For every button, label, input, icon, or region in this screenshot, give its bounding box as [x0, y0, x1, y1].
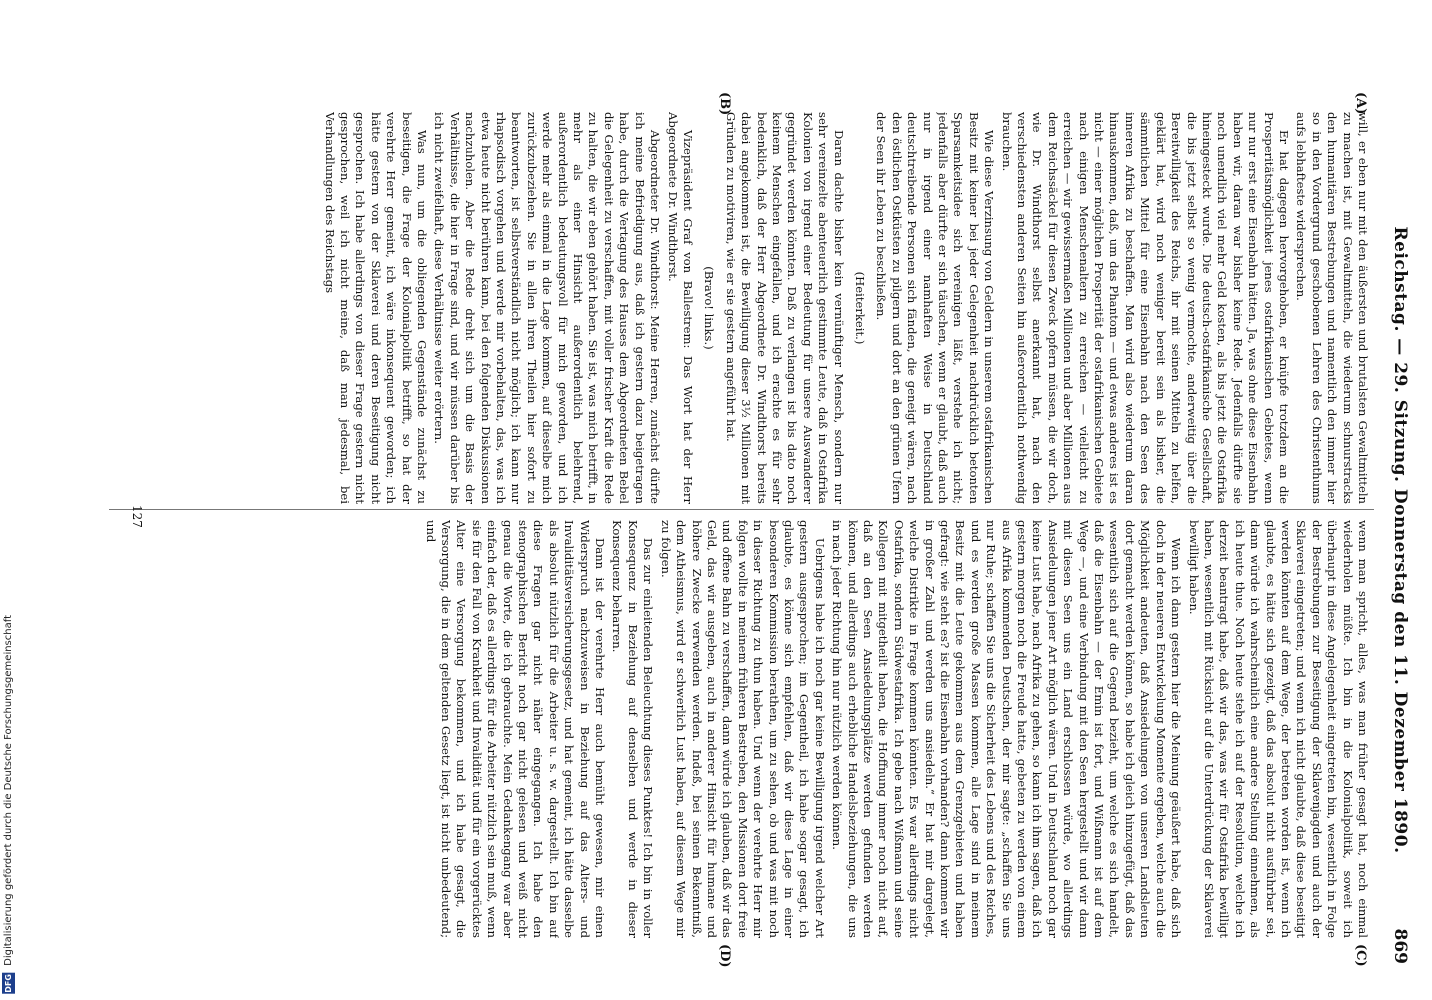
margin-marker-c: (C): [1353, 944, 1368, 967]
paragraph: Das zur einleitenden Beleuchtung dieses Punktes! Ich bin in voller Konsequenz in Beziehung auf denselben und werde in dieser Konsequenz beharren.: [610, 520, 656, 938]
right-column: [110, 520, 1370, 938]
paragraph: Wenn ich dann gestern hier die Meinung geäußert habe, daß sich doch in der neueren Entwickelung Momente ergeben, welche auch die Möglichkeit andeuten, daß Ansiedelungen von unseren Landsleuten dort gemacht werden können, so habe ich gleich hinzugefügt, daß das wesentlich sich auf die Gegend bezieht, um welche es sich handelt, daß die Eisenbahn — der Emin ist fort, und Wißmann ist auf dem Wege —, und eine Verbindung mit den Seen hergestellt und wir dann mit diesen Seen uns ein Land erschlossen würde, wo allerdings Ansiedelungen jener Art möglich wären. Und in Deutschland noch gar keine Lust habe, nach Afrika zu gehen, so kann ich ihm sagen, daß ich gestern morgen noch die Freude hatte, gebeten zu werden von einem aus Afrika kommenden Deutschen, der mir sagte: „schaffen Sie uns nur Ruhe; schaffen Sie uns die Sicherheit des Lebens und des Reiches, und es werden große Massen kommen, alle Lage sind in meinem Besitz mit die Leute gekommen aus dem Grenzgebieten und haben gefragt: wie steht es? ist die Eisenbahn vorhanden? dann kommen wir in großer Zahl und werden uns ansiedeln.“ Er hat mir dargelegt, welche Distrikte in Frage kommen könnten. Es war allerdings nicht Ostafrika, sondern Südwestafrika. Ich gebe nach Wißmann und seine Kollegen mit mitgetheilt haben, die Hoffnung immer noch nicht auf, daß an den Seen Ansiedelungsplätze werden gefunden werden können, und allerdings auch erhebliche Handelsbeziehungen, die uns in nach jeder Richtung hin nur nützlich werden können.: [830, 520, 1184, 938]
paragraph: wenn man spricht, alles, was man früher gesagt hat, noch einmal wiederholen müßte. Ich bin in die Kolonialpolitik, soweit ich überhaupt in diese Angelegenheit eingetreten bin, wesentlich in Folge der Bestrebungen zur Beseitigung der Sklavenjagden und auch der Sklaverei eingetreten; und wenn ich nicht glaubte, daß diese beseitigt werden könnten auf dem Wege, der betreten worden ist, wenn ich glaubte, es hätte sich gezeigt, daß das absolut nicht ausführbar sei, dann würde ich wahrscheinlich eine andere Stellung einnehmen, als ich heute thue. Noch heute stehe ich auf der Resolution, welche ich derzeit beantragt habe, daß wir das, was wir für Ostafrika bewilligt haben, wesentlich mit Rücksicht auf die Unterdrückung der Sklaverei bewilligt haben.: [1186, 520, 1370, 938]
footer-credit: [2, 615, 15, 994]
column-divider: [109, 509, 1374, 510]
footer-credit-text: Digitalisierung gefördert durch die Deutsche Forschungsgemeinschaft: [3, 615, 14, 967]
margin-marker-a: (A): [1353, 92, 1368, 115]
signature-mark: 127: [130, 505, 144, 528]
paragraph: Er hat dagegen hervorgehoben, er knüpfe trotzdem an die Prosperitätsmöglichkeit jenes ostafrikanischen Gebietes, wenn nur nur erst eine Eisenbahn hätten. Ja, was ohne diese Eisenbahn haben wir, daran war bisher keine Rede. Jedenfalls dürfte sie noch unendlich viel mehr Geld kosten, als bis jetzt die Ostafrika hineingesteckt wurde. Die deutsch-ostafrikanische Gesellschaft, die bis jetzt selbst so wenig vermochte, anderweitig über die Bereitwilligkeit des Reichs, ihr mit seinen Mitteln zu helfen, geklärt hat, wird noch weniger bereit sein als bisher, die sämmtlichen Mittel für eine Eisenbahn nach den Seen des inneren Afrika zu beschaffen. Man wird also wiederum daran hinauskommen, daß, um das Phantom — und etwas anderes ist es nicht — einer möglichen Prosperität der ostafrikanischen Gebiete nach einigen Menschenaltern zu erreichen — vielleicht zu erreichen — wir gewissermaßen Millionen und aber Millionen aus dem Reichssäckel für diesen Zweck opfern müssen, die wir doch, wie Dr. Windthorst selbst anerkannt hat, nach den verschiedensten anderen Seiten hin außerordentlich nothwendig brauchen.: [999, 112, 1291, 504]
paragraph: Wie diese Verzinsung von Geldern in unserem ostafrikanischen Besitz mit keiner bei jeder Gelegenheit nachdrücklich betonten Sparsamkeitsidee sich vereinigen läßt, verstehe ich nicht; jedenfalls aber dürfte er sich täuschen, wenn er glaubt, daß auch nur in irgend einer namhaften Weise in Deutschland deutschtreibende Personen sich fänden, die geneigt wären, nach den östlichen Ostküsten zu pilgern und dort an den grünen Ufern der Seen ihr Leben zu beschließen.: [874, 112, 997, 504]
paragraph: Dann ist der verehrte Herr auch bemüht gewesen, mir einen Widerspruch nachzuweisen in Beziehung auf das Alters- und Invaliditätsversicherungsgesetz, und hat gemeint, ich hätte dasselbe als absolut nützlich für die Arbeiter u. s. w. dargestellt. Ich bin auf diese Fragen gar nicht näher eingegangen. Ich habe den stenographischen Bericht noch gar nicht gelesen und weiß nicht genau die Worte, die ich gebrauchte. Mein Gedankengang war aber einfach der, daß es allerdings für die Arbeiter nützlich sein muß, wenn sie für den Fall von Krankheit und Invalidität und für ein vorgerücktes Alter eine Versorgung bekommen, und ich habe gesagt, die Versorgung, die in dem geltenden Gesetz liegt, ist nicht unbedeutend; und: [423, 520, 608, 938]
interjection: (Heiterkeit.): [853, 271, 867, 345]
paragraph: will, er eben nur mit den äußersten und brutalsten Gewaltmitteln zu machen ist, mit Gewaltmitteln, die wiederum schnurstracks den humanitären Bestrebungen und namentlich den immer hier so in den Vordergrund geschobenen Lehren des Christenthums aufs lebhafteste widersprechen.: [1294, 112, 1370, 504]
paragraph: Daran dachte bisher kein vernünftiger Mensch, sondern nur sehr vereinzelte abenteuerlich gestimmte Leute, daß in Ostafrika Kolonien von irgend einer Bedeutung für unsere Auswanderer gegründet werden könnten. Daß zu verlangen ist bis dato noch keinem Menschen eingefallen, und ich erachte es für sehr bedenklich, daß der Herr Abgeordnete Dr. Windthorst bereits dabei angekommen ist, die Bewilligung dieser 3½ Millionen mit Gründen zu motiviren, wie er sie gestern angeführt hat.: [723, 112, 846, 504]
paragraph: Was nun, um die obliegenden Gegenstände zunächst zu beseitigen, die Frage der Kolonialpolitik betrifft, so hat der verehrte Herr gemeint, ich wäre inkonsequent geworden; ich hätte gestern von der Sklaverei und deren Beseitigung nicht gesprochen. Ich habe allerdings von dieser Frage gestern nicht gesprochen, weil ich nicht meine, daß man jedesmal, bei Verhandlungen des Reichstags: [322, 112, 430, 504]
page-number: 869: [1390, 928, 1410, 964]
page-header: [1384, 110, 1414, 970]
paragraph: Uebrigens habe ich noch gar keine Bewilligung irgend welcher Art gestern ausgesprochen; im Gegentheil, ich habe sogar gesagt, ich glaubte, es könne sich empfehlen, daß wir diese Lage in einer besonderen Kommission berathen, um zu sehen, ob und was mit noch in dieser Richtung zu thun haben. Und wenn der verehrte Herr mir folgen wollte in meinem früheren Bestreben, den Missionen dort freie und offene Bahn zu verschaffen, dann würde ich glauben, daß wir das Geld, das wir ausgeben, auch in anderer Hinsicht für humane und höhere Zwecke verwenden werden. Indeß, bei seinen Bekenntniß, dem Atheismus, wird er schwerlich Lust haben, auf diesem Wege mir zu folgen.: [658, 520, 827, 938]
left-column: [110, 112, 1370, 504]
footer-strip: [0, 0, 16, 1000]
paragraph: Abgeordneter Dr. Windthorst: Meine Herren, zunächst dürfte ich meine Befriedigung aus, daß ich gestern dazu beigetragen habe, durch die Vertagung des Hauses dem Abgeordneten Bebel die Gelegenheit zu verschaffen, mit voller frischer Kraft die Rede zu halten, die wir eben gehört haben. Sie ist, was mich betrifft, in mehr als einer Hinsicht außerordentlich belehrend, außerordentlich bedeutungsvoll für mich geworden, und ich werde mehr als einmal in die Lage kommen, auf dieselbe mich zurückzubeziehen. Sie in allen ihren Theilen hier sofort zu beantworten, ist selbstverständlich nicht möglich; ich kann nur rhapsodisch vorgehen und werde mir vorbehalten, das, was ich etwa heute nicht berühren kann, bei den folgenden Diskussionen nachzuholen. Aber die Rede dreht sich um die Basis der Verhältnisse, die hier in Frage sind, und wir müssen darüber bis ich nicht zweifelhaft, diese Verhältnisse weiter erörtern.: [432, 112, 663, 504]
dfg-logo-icon: DFG: [4, 974, 13, 993]
interjection: (Bravo! links.): [702, 266, 717, 350]
paragraph: Vizepräsident Graf von Ballestrem: Das Wort hat der Herr Abgeordnete Dr. Windthorst.: [665, 112, 695, 504]
page-title: Reichstag. — 29. Sitzung. Donnerstag den 11. Dezember 1890.: [1390, 226, 1410, 854]
margin-marker-d: (D): [717, 944, 732, 968]
margin-marker-b: (B): [717, 92, 732, 116]
